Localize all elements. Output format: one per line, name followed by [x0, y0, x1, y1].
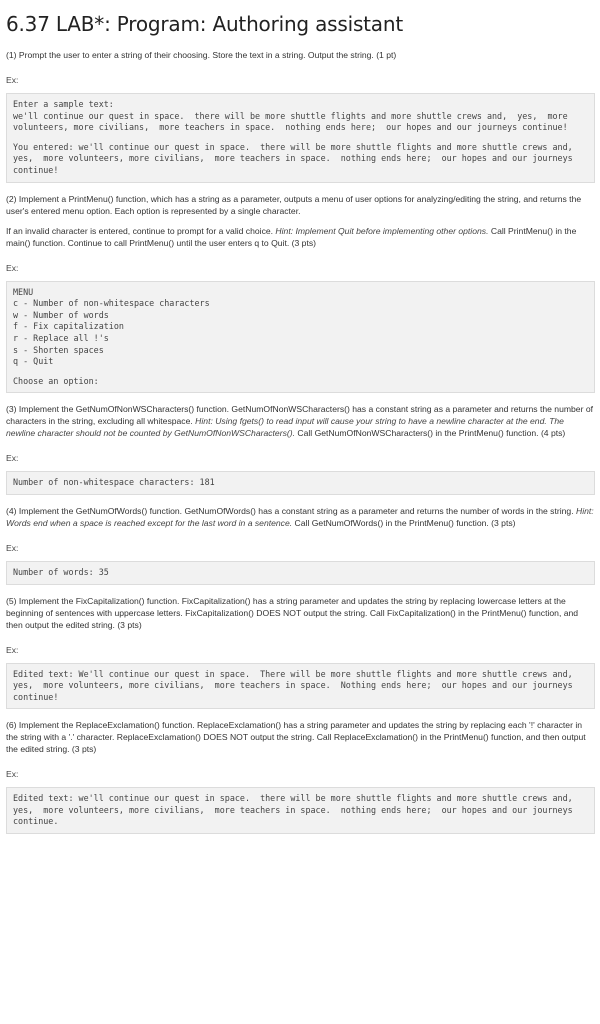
- menu-line: s - Shorten spaces: [13, 344, 104, 355]
- section-5: [6, 595, 595, 710]
- instruction-text: (2) Implement a PrintMenu() function, which has a string as a parameter, outputs a menu of user options for analyzing/editing the string, and returns the user's entered menu option. Each option is represented by a single character.: [6, 193, 582, 216]
- example-line: Number of non-whitespace characters: 181: [13, 477, 215, 488]
- menu-line: w - Number of words: [13, 309, 109, 320]
- section-2: [6, 193, 595, 394]
- instruction-text: (5) Implement the FixCapitalization() function. FixCapitalization() has a string parameter and updates the string by replacing lowercase letters at the beginning of sentences with uppercase letters. FixCapitalization() DOES NOT output the string. Call FixCapitalization() in the PrintMenu() function, and then output the edited string. (3 pts): [6, 595, 579, 630]
- example-line: Enter a sample text:: [13, 99, 114, 109]
- blank-line: [13, 368, 588, 376]
- instruction-text-part: Call GetNumOfNonWSCharacters() in the PrintMenu() function. (4 pts): [294, 428, 566, 439]
- example-output: [6, 787, 595, 834]
- section-1: [6, 49, 595, 183]
- instruction-text: [6, 225, 595, 249]
- instruction-text: (1) Prompt the user to enter a string of their choosing. Store the text in a string. Output the string. (1 pt): [6, 50, 397, 60]
- example-output: [6, 663, 595, 710]
- section-4: [6, 505, 595, 585]
- example-label: Ex:: [6, 453, 19, 464]
- example-line: we'll continue our quest in space. there will be more shuttle flights and more shuttle crews and, yes, more volunteers, more civilians, more teachers in space. nothing ends here; our hopes and our journeys continue!: [13, 110, 573, 133]
- menu-line: f - Fix capitalization: [13, 321, 124, 332]
- example-label: Ex:: [6, 769, 19, 780]
- section-3: [6, 403, 595, 495]
- section-6: [6, 719, 595, 834]
- example-line: You entered: we'll continue our quest in space. there will be more shuttle flights and more shuttle crews and, yes, more volunteers, more civilians, more teachers in space. nothing ends here; our hopes and our journeys continue!: [13, 141, 583, 175]
- menu-line: q - Quit: [13, 356, 54, 367]
- instruction-text-part: Call GetNumOfWords() in the PrintMenu() function. (3 pts): [292, 517, 516, 528]
- example-label: Ex:: [6, 542, 19, 553]
- instruction-text: [6, 403, 595, 439]
- instruction-text: (6) Implement the ReplaceExclamation() function. ReplaceExclamation() has a string parameter and updates the string by replacing each '!' character in the string with a '.' character. ReplaceExclamation() DOES NOT output the string. Call ReplaceExclamation() in the PrintMenu() function, and then output the edited string. (3 pts): [6, 720, 586, 755]
- hint-text: Hint: Using fgets() to read input will cause your string to have a newline character at the end. The newline character should not be counted by GetNumOfNonWSCharacters().: [6, 416, 564, 439]
- example-line: Number of words: 35: [13, 566, 109, 577]
- example-label: Ex:: [6, 75, 19, 85]
- instruction-text: [6, 505, 595, 529]
- example-output: [6, 471, 595, 495]
- example-line: Edited text: We'll continue our quest in space. There will be more shuttle flights and more shuttle crews and, yes, more volunteers, more civilians, more teachers in space. Nothing ends here; our hopes and our journeys continue!: [13, 668, 583, 702]
- instruction-text-part: (4) Implement the GetNumOfWords() function. GetNumOfWords() has a constant string as a parameter and returns the number of words in the string.: [6, 505, 576, 516]
- example-output: [6, 93, 595, 183]
- example-output: [6, 561, 595, 585]
- page-title: 6.37 LAB*: Program: Authoring assistant: [6, 12, 403, 36]
- hint-text: Hint: Words end when a space is reached except for the last word in a sentence.: [6, 505, 594, 528]
- example-label: Ex:: [6, 262, 19, 273]
- instruction-text-part: Call PrintMenu() in the main() function. Continue to call PrintMenu() until the user enters q to Quit. (3 pts): [6, 225, 577, 248]
- example-label: Ex:: [6, 644, 19, 655]
- blank-line: [13, 134, 588, 142]
- example-output: [6, 281, 595, 394]
- example-line: Edited text: we'll continue our quest in space. there will be more shuttle flights and more shuttle crews and, yes, more volunteers, more civilians, more teachers in space. nothing ends here; our hopes and our journeys continue.: [13, 793, 583, 827]
- menu-line: c - Number of non-whitespace characters: [13, 298, 210, 309]
- instruction-text-part: If an invalid character is entered, continue to prompt for a valid choice.: [6, 225, 276, 236]
- menu-line: MENU: [13, 286, 34, 297]
- instruction-text-part: (3) Implement the GetNumOfNonWSCharacters() function. GetNumOfNonWSCharacters() has a constant string as a parameter and returns the number of characters in the string, excluding all whitespace.: [6, 404, 593, 427]
- menu-line: Choose an option:: [13, 375, 99, 386]
- hint-text: Hint: Implement Quit before implementing other options.: [275, 225, 489, 236]
- menu-line: r - Replace all !'s: [13, 332, 109, 343]
